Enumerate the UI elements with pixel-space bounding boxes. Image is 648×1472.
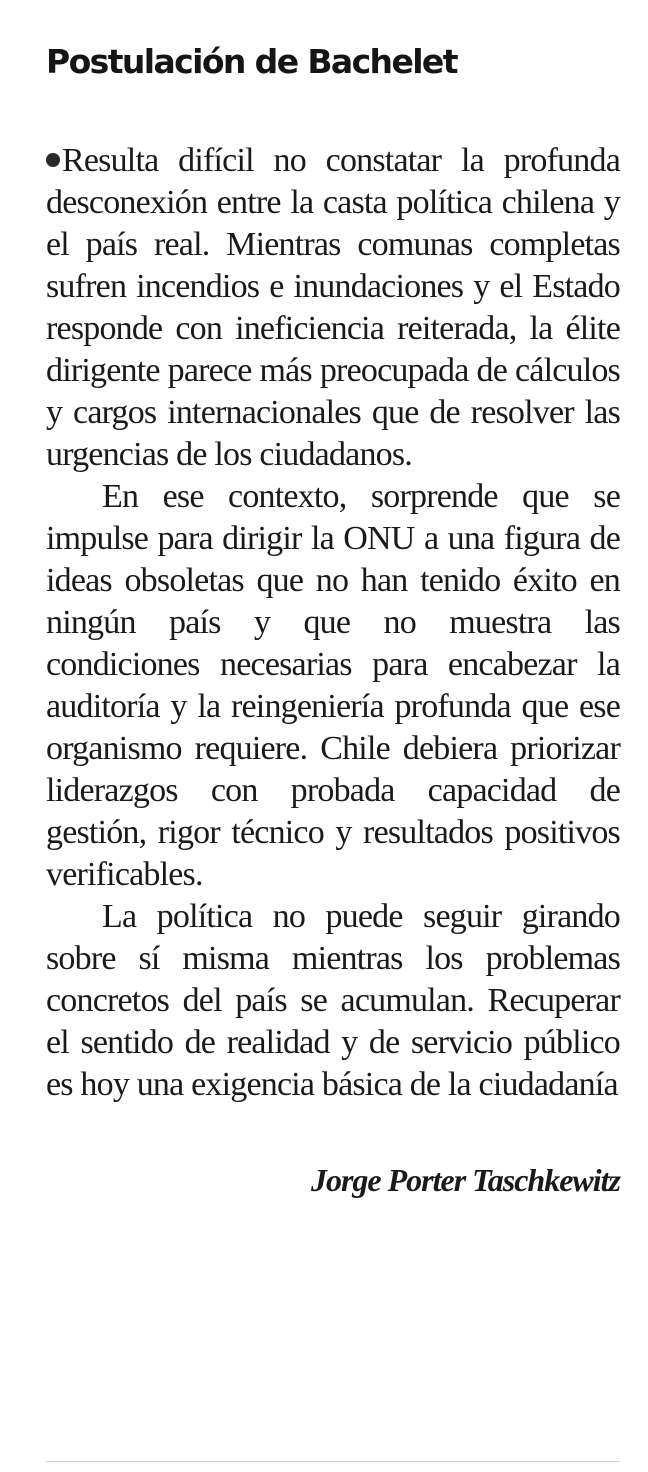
letter-signature: Jorge Porter Taschkewitz bbox=[310, 1162, 620, 1198]
paragraph-3: La política no puede seguir girando sobre sí misma mientras los problemas concretos del país se acumulan. Recuperar el sentido de realidad y de servicio público es hoy una exigencia básica de la ciudadanía bbox=[46, 898, 620, 1103]
bullet-icon bbox=[46, 153, 60, 167]
letter-title: Postulación de Bachelet bbox=[46, 42, 457, 81]
letter-body bbox=[46, 140, 620, 1106]
paragraph-2: En ese contexto, sorprende que se impulse para dirigir la ONU a una figura de ideas obsoletas que no han tenido éxito en ningún país y que no muestra las condiciones necesarias para encabezar la auditoría y la reingeniería profunda que ese organismo requiere. Chile debiera priorizar liderazgos con probada capacidad de gestión, rigor técnico y resultados positivos verificables. bbox=[46, 478, 620, 893]
letter-to-editor bbox=[46, 40, 620, 1200]
paragraph-1-text: Resulta difícil no constatar la profunda desconexión entre la casta política chilena y el país real. Mientras comunas completas sufren incendios e inundaciones y el Estado responde con ineficiencia reiterada, la élite dirigente parece más preocupada de cálculos y cargos internacionales que de resolver las urgencias de los ciudadanos. bbox=[46, 142, 620, 473]
paragraph-1 bbox=[46, 140, 620, 476]
bottom-divider bbox=[46, 1461, 620, 1462]
